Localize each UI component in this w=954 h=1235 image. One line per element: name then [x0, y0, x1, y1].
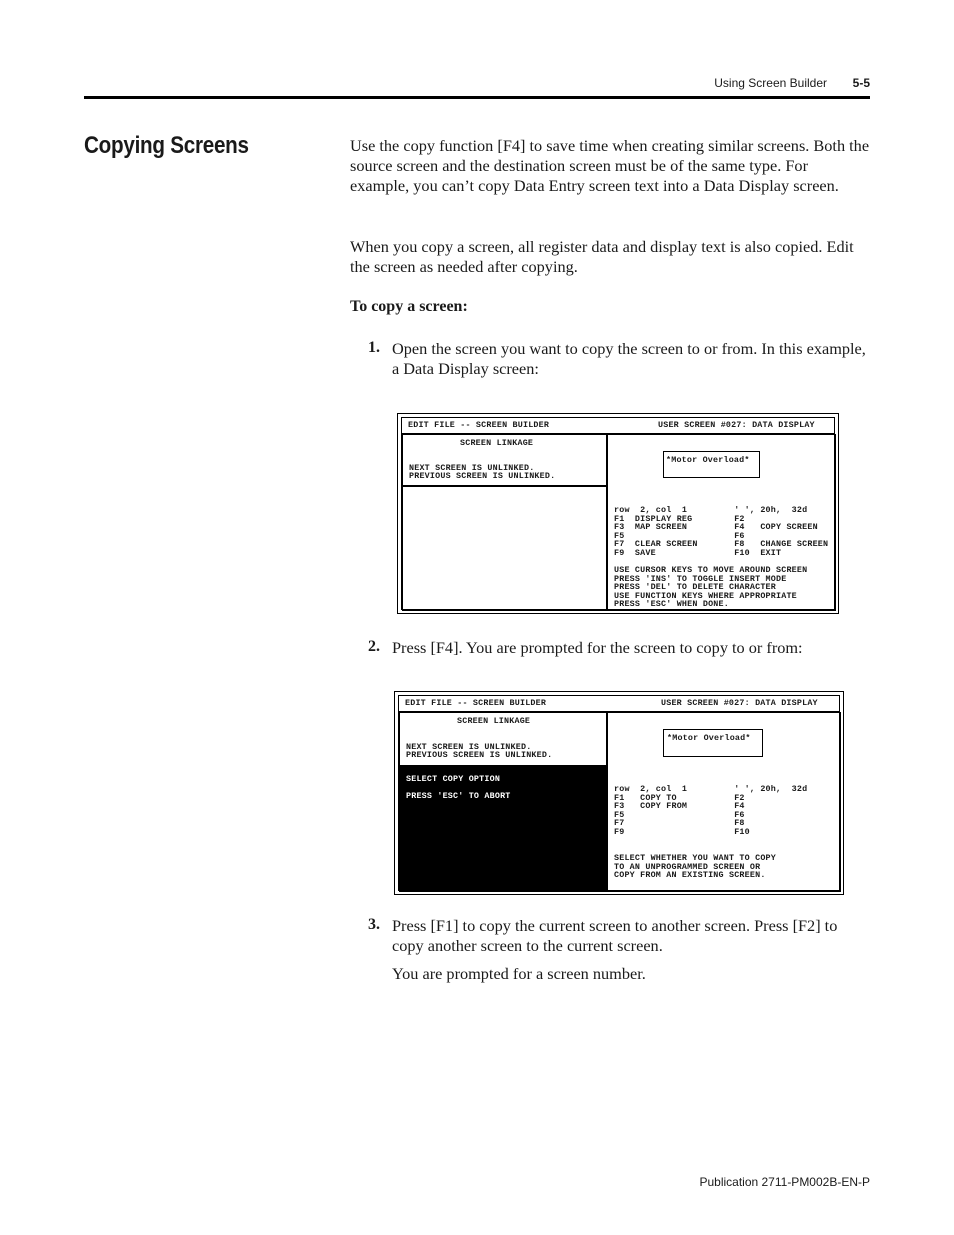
fkey-line: F1 COPY TO F2	[614, 793, 745, 803]
section-title: Copying Screens	[84, 132, 249, 159]
linkage-pane	[402, 434, 607, 487]
step-number: 2.	[368, 638, 380, 655]
fkey-line: F7 F8	[614, 818, 745, 828]
screen-frame	[398, 695, 840, 891]
help-line: SELECT WHETHER YOU WANT TO COPY	[614, 853, 777, 863]
help-line: USE FUNCTION KEYS WHERE APPROPRIATE	[614, 591, 797, 601]
copy-note-paragraph: When you copy a screen, all register data and display text is also copied. Edit the screen as needed after copying.	[350, 237, 854, 277]
screen-builder-screenshot-1	[397, 413, 839, 614]
cursor-status: row 2, col 1 ' ', 20h, 32d	[614, 505, 808, 515]
screen-title-left: EDIT FILE -- SCREEN BUILDER	[408, 420, 550, 430]
header-rule	[84, 96, 870, 99]
screen-frame	[401, 417, 835, 610]
fkey-line: F9 SAVE F10 EXIT	[614, 548, 782, 558]
help-line: USE CURSOR KEYS TO MOVE AROUND SCREEN	[614, 565, 808, 575]
editor-pane	[607, 712, 841, 892]
motor-overload-text: *Motor Overload*	[666, 455, 750, 465]
screen-title-left: EDIT FILE -- SCREEN BUILDER	[405, 698, 547, 708]
screen-title-bar	[402, 418, 834, 434]
screen-title-right: USER SCREEN #027: DATA DISPLAY	[661, 698, 818, 708]
copy-option-pane	[399, 766, 607, 892]
running-header-section: Using Screen Builder	[714, 76, 827, 90]
help-line: PRESS 'INS' TO TOGGLE INSERT MODE	[614, 574, 787, 584]
cursor-status: row 2, col 1 ' ', 20h, 32d	[614, 784, 808, 794]
screen-title-bar	[399, 696, 839, 712]
fkey-line: F9 F10	[614, 827, 750, 837]
intro-paragraph: Use the copy function [F4] to save time when creating similar screens. Both the source screen and the destination screen must be of the same type. For example, you can’t copy Data Entry screen text into a Data Display screen.	[350, 136, 870, 196]
fkey-line: F1 DISPLAY REG F2	[614, 514, 745, 524]
linkage-pane	[399, 712, 607, 766]
fkey-line: F5 F6	[614, 810, 745, 820]
help-line: COPY FROM AN EXISTING SCREEN.	[614, 870, 766, 880]
help-line: TO AN UNPROGRAMMED SCREEN OR	[614, 862, 761, 872]
step-text: Press [F4]. You are prompted for the screen to copy to or from:	[392, 638, 803, 657]
fkey-line: F7 CLEAR SCREEN F8 CHANGE SCREEN	[614, 539, 829, 549]
step-text: Press [F1] to copy the current screen to another screen. Press [F2] to copy another screen to the current screen.	[392, 916, 838, 956]
linkage-line: PREVIOUS SCREEN IS UNLINKED.	[409, 471, 556, 481]
page-number: 5-5	[852, 76, 870, 90]
screen-builder-screenshot-2	[394, 691, 844, 895]
linkage-line: NEXT SCREEN IS UNLINKED.	[406, 742, 532, 752]
procedure-heading: To copy a screen:	[350, 298, 468, 315]
linkage-heading: SCREEN LINKAGE	[457, 716, 531, 726]
step-text: Open the screen you want to copy the screen to or from. In this example, a Data Display screen:	[392, 339, 866, 379]
help-line: PRESS 'DEL' TO DELETE CHARACTER	[614, 582, 777, 592]
publication-number: Publication 2711-PM002B-EN-P	[699, 1175, 870, 1189]
blank-pane	[402, 485, 607, 611]
motor-overload-box	[663, 451, 760, 478]
fkey-line: F3 MAP SCREEN F4 COPY SCREEN	[614, 522, 818, 532]
fkey-line: F5 F6	[614, 531, 745, 541]
copy-option-prompt: SELECT COPY OPTION	[406, 774, 501, 784]
motor-overload-box	[663, 729, 763, 757]
fkey-line: F3 COPY FROM F4	[614, 801, 745, 811]
step-number: 1.	[368, 339, 380, 356]
linkage-line: PREVIOUS SCREEN IS UNLINKED.	[406, 750, 553, 760]
step-number: 3.	[368, 916, 380, 933]
step-result-text: You are prompted for a screen number.	[392, 964, 646, 983]
abort-prompt: PRESS 'ESC' TO ABORT	[406, 791, 511, 801]
linkage-heading: SCREEN LINKAGE	[460, 438, 534, 448]
screen-title-right: USER SCREEN #027: DATA DISPLAY	[658, 420, 815, 430]
editor-pane	[607, 434, 836, 611]
linkage-line: NEXT SCREEN IS UNLINKED.	[409, 463, 535, 473]
motor-overload-text: *Motor Overload*	[667, 733, 751, 743]
help-line: PRESS 'ESC' WHEN DONE.	[614, 599, 729, 609]
